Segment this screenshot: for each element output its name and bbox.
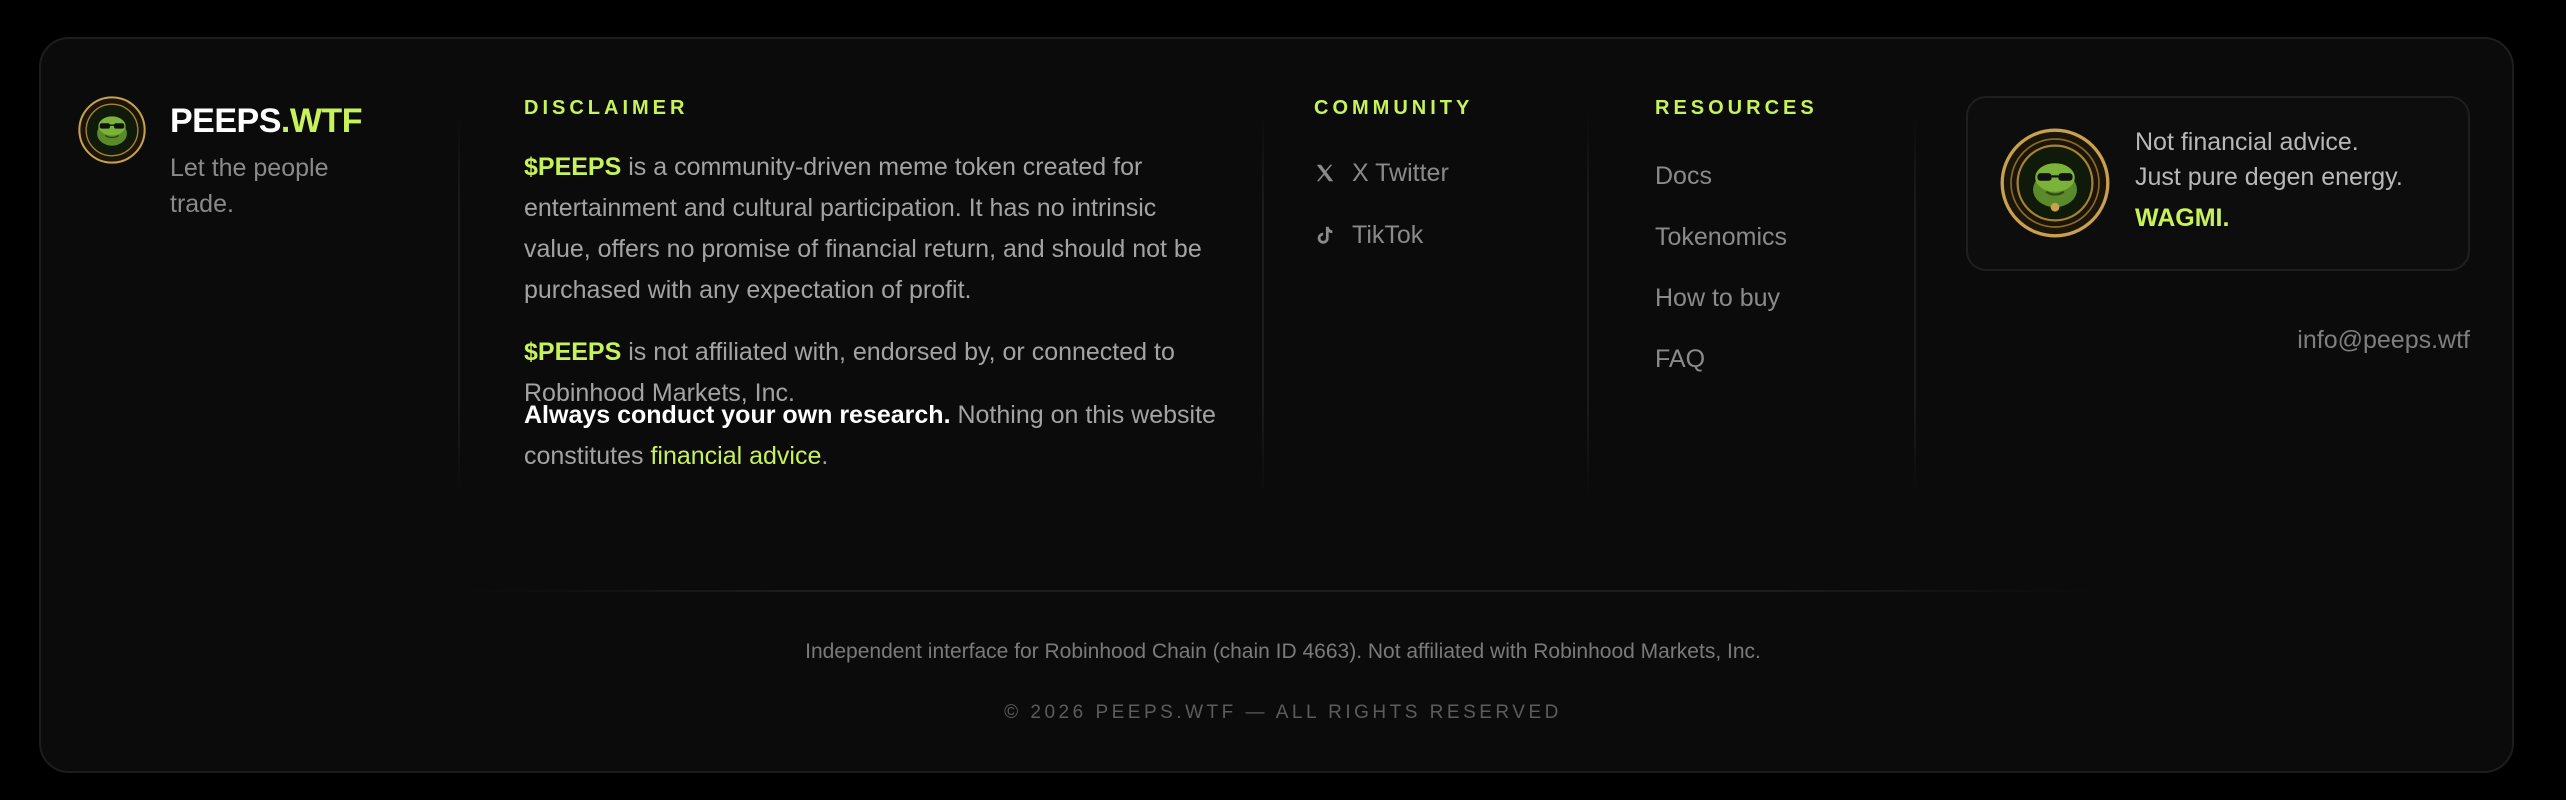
wagmi-text: WAGMI. xyxy=(2135,204,2230,232)
column-divider xyxy=(1914,112,1916,497)
legal-notice: Independent interface for Robinhood Chain (chain ID 4663). Not affiliated with Robinhood Markets, Inc. xyxy=(805,640,1761,663)
copyright: © 2026 PEEPS.WTF — ALL RIGHTS RESERVED xyxy=(1004,702,1562,723)
x-twitter-label: X Twitter xyxy=(1352,158,1449,187)
research-notice: Always conduct your own research. xyxy=(524,401,951,429)
nfa-card xyxy=(1966,96,2470,271)
docs-link[interactable]: Docs xyxy=(1655,162,1712,190)
tiktok-link[interactable] xyxy=(1314,217,1423,253)
token-symbol: $PEEPS xyxy=(524,153,622,181)
tiktok-label: TikTok xyxy=(1352,220,1424,249)
peeps-coin-badge-icon xyxy=(2000,128,2110,238)
column-divider xyxy=(1587,112,1589,497)
bottom-divider xyxy=(460,590,2100,592)
faq-link[interactable]: FAQ xyxy=(1655,345,1706,373)
brand-name[interactable]: PEEPS.WTF xyxy=(170,102,362,140)
how-to-buy-link[interactable]: How to buy xyxy=(1655,284,1781,312)
tiktok-icon xyxy=(1314,224,1336,246)
column-divider xyxy=(458,112,460,497)
disclaimer-paragraph: Always conduct your own research. Nothing on this website constitutes financial advice. xyxy=(524,401,1216,470)
token-symbol: $PEEPS xyxy=(524,338,622,366)
contact-email-link[interactable]: info@peeps.wtf xyxy=(2297,326,2470,354)
nfa-line-2: Just pure degen energy. xyxy=(2135,163,2403,191)
disclaimer-paragraph: $PEEPS is a community-driven meme token created for entertainment and cultural participation. It has no intrinsic value, offers no promise of financial return, and should not be purchased with any expectation of profit. xyxy=(524,153,1202,304)
disclaimer-heading: DISCLAIMER xyxy=(524,97,689,119)
brand-tagline: Let the people trade. xyxy=(170,154,329,218)
disclaimer-paragraph: $PEEPS is not affiliated with, endorsed by, or connected to Robinhood Markets, Inc. xyxy=(524,338,1175,407)
community-heading: COMMUNITY xyxy=(1314,97,1474,119)
resources-heading: RESOURCES xyxy=(1655,97,1818,119)
financial-advice-link[interactable]: financial advice xyxy=(650,442,822,470)
x-twitter-link[interactable] xyxy=(1314,155,1449,191)
column-divider xyxy=(1262,112,1264,497)
x-icon xyxy=(1314,162,1336,184)
peeps-coin-logo-icon[interactable] xyxy=(78,96,146,164)
tokenomics-link[interactable]: Tokenomics xyxy=(1655,223,1787,251)
nfa-line-1: Not financial advice. xyxy=(2135,128,2359,156)
